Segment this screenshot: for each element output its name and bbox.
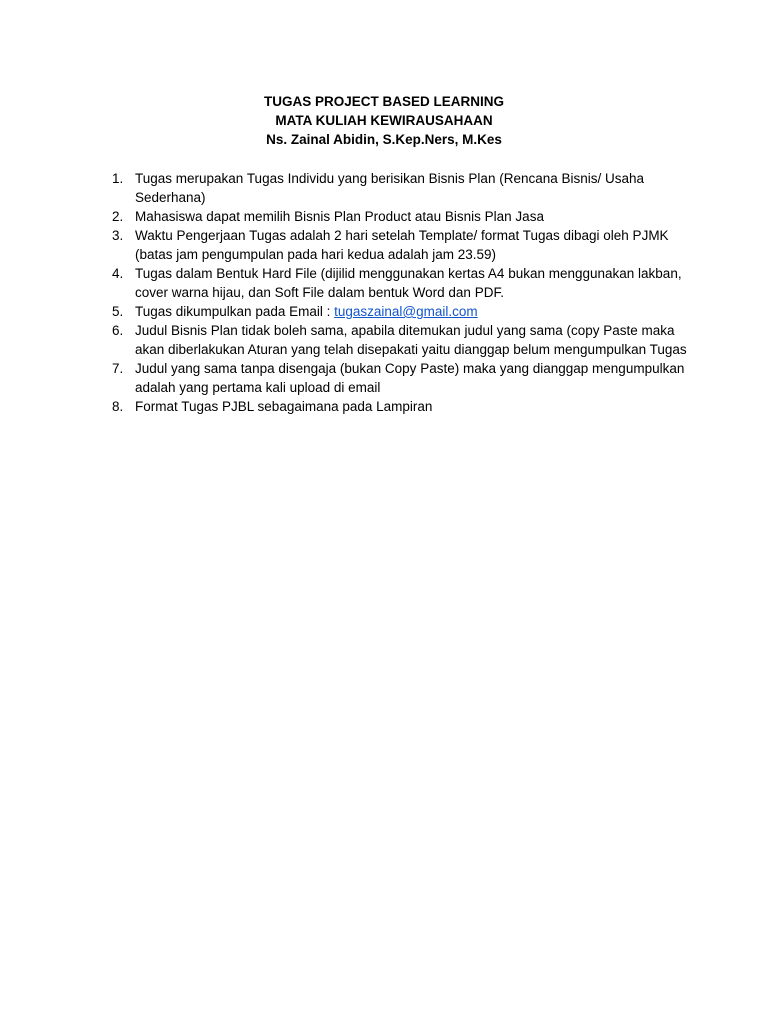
list-item-number: 8. bbox=[112, 399, 124, 414]
list-item-text: Judul yang sama tanpa disengaja (bukan Copy Paste) maka yang dianggap mengumpulkan adalah yang pertama kali upload di email bbox=[135, 361, 685, 395]
heading-course: MATA KULIAH KEWIRAUSAHAAN bbox=[275, 113, 493, 128]
list-item-number: 5. bbox=[112, 304, 124, 319]
list-item-text: Judul Bisnis Plan tidak boleh sama, apabila ditemukan judul yang sama (copy Paste maka akan diberlakukan Aturan yang telah disepakati yaitu dianggap belum mengumpulkan Tugas bbox=[135, 323, 687, 357]
list-item-text: Mahasiswa dapat memilih Bisnis Plan Product atau Bisnis Plan Jasa bbox=[135, 209, 544, 224]
list-item-number: 1. bbox=[112, 171, 124, 186]
heading-lecturer: Ns. Zainal Abidin, S.Kep.Ners, M.Kes bbox=[266, 132, 502, 147]
list-item-number: 7. bbox=[112, 361, 124, 376]
document-heading bbox=[0, 92, 768, 149]
list-item-number: 3. bbox=[112, 228, 124, 243]
list-item-text: Tugas dalam Bentuk Hard File (dijilid menggunakan kertas A4 bukan menggunakan lakban, cover warna hijau, dan Soft File dalam bentuk Word dan PDF. bbox=[135, 266, 682, 300]
list-item bbox=[108, 169, 688, 207]
list-item-text: Tugas merupakan Tugas Individu yang berisikan Bisnis Plan (Rencana Bisnis/ Usaha Sederhana) bbox=[135, 171, 645, 205]
list-item-number: 2. bbox=[112, 209, 124, 224]
list-item bbox=[108, 359, 688, 397]
list-item bbox=[108, 397, 688, 416]
list-item bbox=[108, 207, 688, 226]
list-item-text: Tugas dikumpulkan pada Email : bbox=[135, 304, 335, 319]
list-item bbox=[108, 321, 688, 359]
list-item bbox=[108, 226, 688, 264]
list-item-text: Waktu Pengerjaan Tugas adalah 2 hari setelah Template/ format Tugas dibagi oleh PJMK (batas jam pengumpulan pada hari kedua adalah jam 23.59) bbox=[135, 228, 669, 262]
task-list bbox=[108, 169, 688, 416]
list-item-number: 4. bbox=[112, 266, 124, 281]
list-item-text: Format Tugas PJBL sebagaimana pada Lampiran bbox=[135, 399, 433, 414]
email-link[interactable]: tugaszainal@gmail.com bbox=[334, 304, 478, 319]
heading-title: TUGAS PROJECT BASED LEARNING bbox=[263, 94, 505, 109]
list-item bbox=[108, 264, 688, 302]
list-item bbox=[108, 302, 688, 321]
list-item-number: 6. bbox=[112, 323, 124, 338]
